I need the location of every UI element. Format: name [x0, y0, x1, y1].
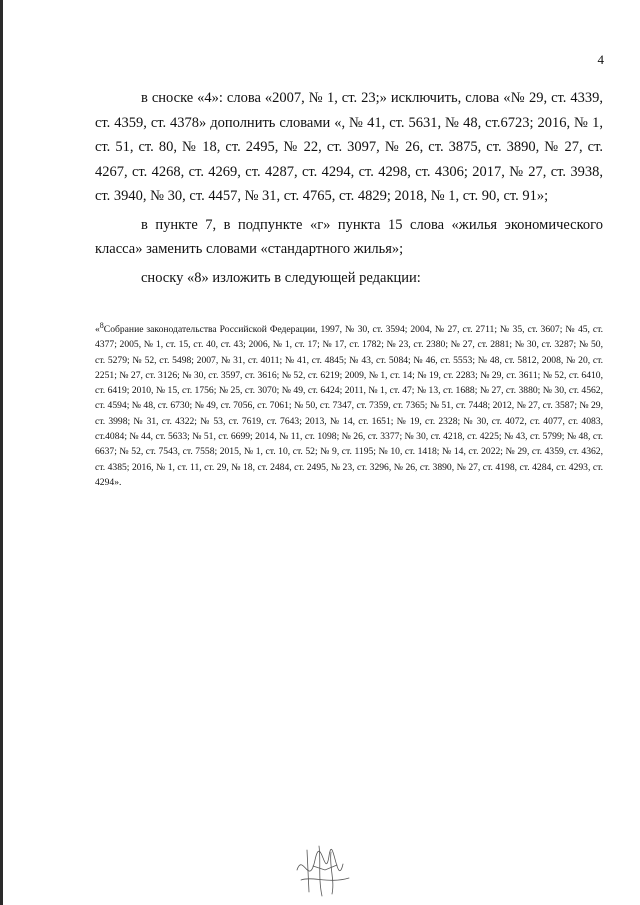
footnote-open-quote: «	[95, 324, 100, 335]
footnote-marker: 8	[99, 320, 104, 330]
footnote-body: Собрание законодательства Российской Федерации, 1997, № 30, ст. 3594; 2004, № 27, ст. 2711; № 35, ст. 3607; № 45, ст. 4377; 2005, № 1, ст. 15, ст. 40, ст. 43; 2006, № 1, ст. 17; № 17, ст. 1782; № 23, ст. 2380; № 27, ст. 2881; № 30, ст. 3287; № 50, ст. 5279; № 52, ст. 5498; 2007, № 31, ст. 4011; № 41, ст. 4845; № 43, ст. 5084; № 46, ст. 5553; № 48, ст. 5812, 2008, № 20, ст. 2251; № 27, ст. 3126; № 30, ст. 3597, ст. 3616; № 52, ст. 6219; 2009, № 1, ст. 14; № 19, ст. 2283; № 29, ст. 3611; № 52, ст. 6410, ст. 6419; 2010, № 15, ст. 1756; № 25, ст. 3070; № 49, ст. 6424; 2011, № 1, ст. 47; № 13, ст. 1688; № 27, ст. 3880; № 30, ст. 4562, ст. 4594; № 48, ст. 6730; № 49, ст. 7056, ст. 7061; № 50, ст. 7347, ст. 7359, ст. 7365; № 51, ст. 7448; 2012, № 27, ст. 3587; № 29, ст. 3998; № 31, ст. 4322; № 53, ст. 7619, ст. 7643; 2013, № 14, ст. 1651; № 19, ст. 2328; № 30, ст. 4072, ст. 4077, ст. 4083, ст.4084; № 44, ст. 5633; № 51, ст. 6699; 2014, № 11, ст. 1098; № 26, ст. 3377; № 30, ст. 4218, ст. 4225; № 43, ст. 5799; № 48, ст. 6637; № 52, ст. 7543, ст. 7558; 2015, № 1, ст. 10, ст. 52; № 9, ст. 1195; № 10, ст. 1418; № 14, ст. 2022; № 29, ст. 4359, ст. 4362, ст. 4385; 2016, № 1, ст. 11, ст. 29, № 18, ст. 2484, ст. 2495, № 23, ст. 3296, № 26, ст. 3890, № 27, ст. 4198, ст. 4284, ст. 4293, ст. 4294».	[95, 324, 603, 488]
paragraph-footnote-8-intro: сноску «8» изложить в следующей редакции:	[141, 269, 421, 286]
footnote-8-text	[95, 322, 603, 490]
paragraph-point-7: в пункте 7, в подпункте «г» пункта 15 слова «жилья экономического класса» заменить словами «стандартного жилья»;	[95, 216, 603, 257]
scan-left-edge	[0, 0, 3, 905]
signature-icon	[285, 830, 365, 900]
paragraph-footnote-4: в сноске «4»: слова «2007, № 1, ст. 23;» исключить, слова «№ 29, ст. 4339, ст. 4359, ст. 4378» дополнить словами «, № 41, ст. 5631, № 48, ст.6723; 2016, № 1, ст. 51, ст. 80, № 18, ст. 2495, № 22, ст. 3097, № 26, ст. 3875, ст. 3890, № 27, ст. 4267, ст. 4268, ст. 4269, ст. 4287, ст. 4294, ст. 4298, ст. 4306; 2017, № 27, ст. 3938, ст. 3940, № 30, ст. 4457, № 31, ст. 4765, ст. 4829; 2018, № 1, ст. 90, ст. 91»;	[95, 90, 603, 204]
page-number: 4	[597, 52, 604, 67]
amendment-body	[95, 86, 603, 294]
